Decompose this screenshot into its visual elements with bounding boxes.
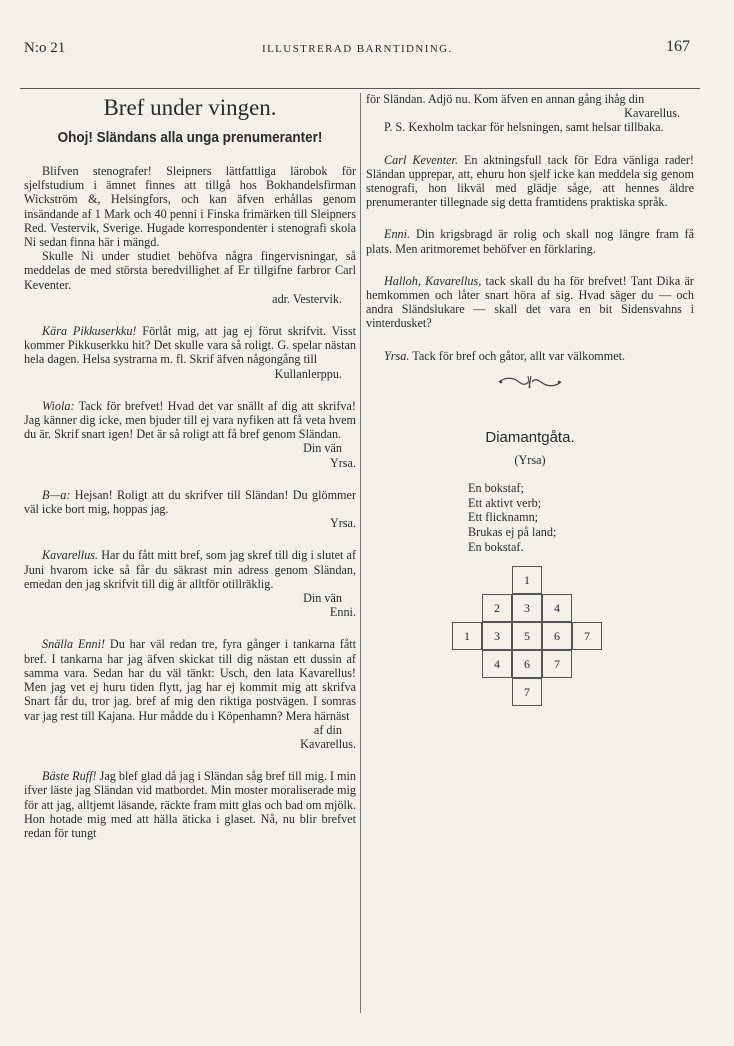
letter-signature: Yrsa.	[329, 455, 356, 470]
right-column	[366, 92, 694, 756]
grid-cell: 1	[452, 622, 482, 650]
letter	[24, 769, 356, 840]
puzzle-title: Diamantgåta.	[485, 428, 575, 446]
letter	[24, 488, 356, 516]
letter-signature: Kullanlerppu.	[274, 366, 342, 381]
grid-cell: 7	[512, 678, 542, 706]
letter	[24, 637, 356, 722]
letter-recipient: Kavarellus.	[42, 548, 99, 563]
letter-text: Har du fått mitt bref, som jag skref till dig i slutet af Juni hvarom icke så får du säkrast min adress genom Sländan, emedan den jag skrifvit till dig är alltför otillräklig.	[24, 548, 356, 591]
section-title: Bref under vingen.	[103, 95, 277, 120]
letter-recipient: B—a:	[42, 487, 71, 502]
letter-signature: Kavarellus.	[624, 106, 680, 121]
letter-text: Tack för bref och gåtor, allt var välkommet.	[412, 348, 626, 363]
puzzle-clue: En bokstaf;	[468, 481, 524, 496]
letter-text: Jag blef glad då jag i Sländan såg bref till mig. I min ifver läste jag Sländan vid matbordet. Min moster moraliserade mig för att jag, alltjemt läsande, räckte fram mitt glas och bad om mjölk. Hon hotade mig med att hälla äticka i glaset. Nå, nu blir brefvet redan för tungt	[24, 769, 357, 840]
letter-recipient: Wiola:	[42, 398, 75, 413]
letter	[366, 227, 694, 255]
ornament-divider	[366, 373, 694, 391]
letter-text: tack skall du ha för brefvet! Tant Dika är hemkommen och låter snart höra af sig. Hvad säger du — och andra Sländslukare — skall det vara en bit Sidensvahns i vinterdusket?	[366, 273, 694, 331]
letter-closing: af din	[313, 722, 342, 737]
letter-text: Tack för brefvet! Hvad det var snällt af dig att skrifva! Jag känner dig icke, men bjuder till ej vara nyfiken att få veta hvem du är. Skrif snart igen! Det är så roligt att få bref genom Sländan.	[24, 398, 356, 442]
letter-recipient: Carl Keventer.	[384, 152, 458, 167]
letter-signature: Enni.	[329, 605, 356, 620]
publication-title: ILLUSTRERAD BARNTIDNING.	[262, 43, 453, 55]
issue-number: N:o 21	[24, 40, 66, 56]
letter-signature: Kavarellus.	[300, 736, 356, 751]
letter-text: Du har väl redan tre, fyra gånger i tankarna fått bref. I tankarna har jag äfven skickat till dig nästan ett dussin af samma vara. Sedan har du väl tänkt: Usch, den lata Kavarellus! Men jag vet ej huru tiden flytt, jag har ej kommit mig att skrifva Snart får du, tror jag. bref af mig den riktiga postvägen. I somras var jag rest till Kajana. Hur mådde du i Köpenhamn? Mera härnäst	[24, 637, 357, 723]
diamond-grid	[366, 566, 694, 756]
grid-cell: 4	[542, 594, 572, 622]
letter	[24, 548, 356, 591]
puzzle-clue: Brukas ej på land;	[468, 525, 557, 540]
letter-recipient: Enni.	[384, 227, 411, 242]
postscript: P. S. Kexholm tackar för helsningen, samt helsar tillbaka.	[384, 120, 664, 135]
header-rule	[20, 88, 700, 89]
grid-cell: 6	[512, 650, 542, 678]
letter-closing: Din vän	[303, 591, 342, 606]
grid-cell: 7	[572, 622, 602, 650]
flourish-icon	[495, 373, 565, 391]
grid-cell: 3	[512, 594, 542, 622]
letter-closing: Din vän	[303, 441, 342, 456]
letter-text: Förlåt mig, att jag ej förut skrifvit. Visst kommer Pikkuserkku hit? Det skulle vara så roligt. G. spelar nästan hela dagen. Helsa systrarna m. fl. Skrif äfven någongång till	[24, 324, 356, 367]
grid-cell: 2	[482, 594, 512, 622]
section-subtitle: Ohoj! Sländans alla unga prenumeranter!	[57, 129, 323, 146]
letter-signature: Yrsa.	[329, 516, 356, 531]
letter	[24, 399, 356, 442]
intro-paragraph-2: Skulle Ni under studiet behöfva några fingervisningar, så meddelas de med största beredvillighet af Er tillgifne farbror Carl Keventer.	[24, 249, 356, 292]
intro-paragraph: Blifven stenografer! Sleipners lättfattliga lärobok för sjelfstudium i ämnet finnes att tillgå hos Bokhandelsfirman Wickström &, Helsingfors, och kan äfven erhållas genom insändande af 1 Mark och 40 penni i Finska frimärken till Sleipners Red. Vestervik, Sverige. Hugade korrespondenter i stenografi skola Ni sedan finna här i mängd.	[24, 164, 356, 250]
letter-text: En aktningsfull tack för Edra vänliga rader! Sländan upprepar, att, ehuru hon sjelf icke kan meddela sig genom stenografi, hon likväl med glädje såge, att hennes äldre prenumeranter tillegnade sig detta framtidens praktiska språk.	[366, 152, 694, 210]
letter	[366, 274, 694, 331]
page-number: 167	[666, 38, 690, 55]
grid-cell: 5	[512, 622, 542, 650]
letter-text: Din krigsbragd är rolig och skall nog längre fram få plats. Men aritmoremet behöfver en förklaring.	[366, 227, 694, 256]
letter-recipient: Halloh, Kavarellus,	[384, 273, 482, 288]
letter	[24, 324, 356, 367]
grid-cell: 4	[482, 650, 512, 678]
left-column	[24, 92, 356, 840]
puzzle-clue: Ett aktivt verb;	[468, 495, 542, 510]
letter-recipient: Snälla Enni!	[42, 637, 106, 652]
grid-cell: 3	[482, 622, 512, 650]
letter-continuation: för Sländan. Adjö nu. Kom äfven en annan gång ihåg din	[366, 92, 645, 106]
letter-recipient: Yrsa.	[384, 348, 410, 363]
puzzle-clue: En bokstaf.	[468, 539, 524, 554]
letter-text: Hejsan! Roligt att du skrifver till Sländan! Du glömmer väl icke bort mig, hoppas jag.	[24, 487, 356, 517]
intro-address: adr. Vestervik.	[272, 291, 342, 306]
puzzle-clue: Ett flicknamn;	[468, 510, 539, 525]
letter	[366, 153, 694, 210]
grid-cell: 7	[542, 650, 572, 678]
letter-recipient: Kära Pikkuserkku!	[42, 324, 137, 339]
grid-cell: 6	[542, 622, 572, 650]
letter-recipient: Bäste Ruff!	[42, 769, 97, 784]
grid-cell: 1	[512, 566, 542, 594]
puzzle-author: (Yrsa)	[514, 453, 546, 468]
column-divider	[360, 93, 361, 1013]
letter	[366, 349, 694, 363]
